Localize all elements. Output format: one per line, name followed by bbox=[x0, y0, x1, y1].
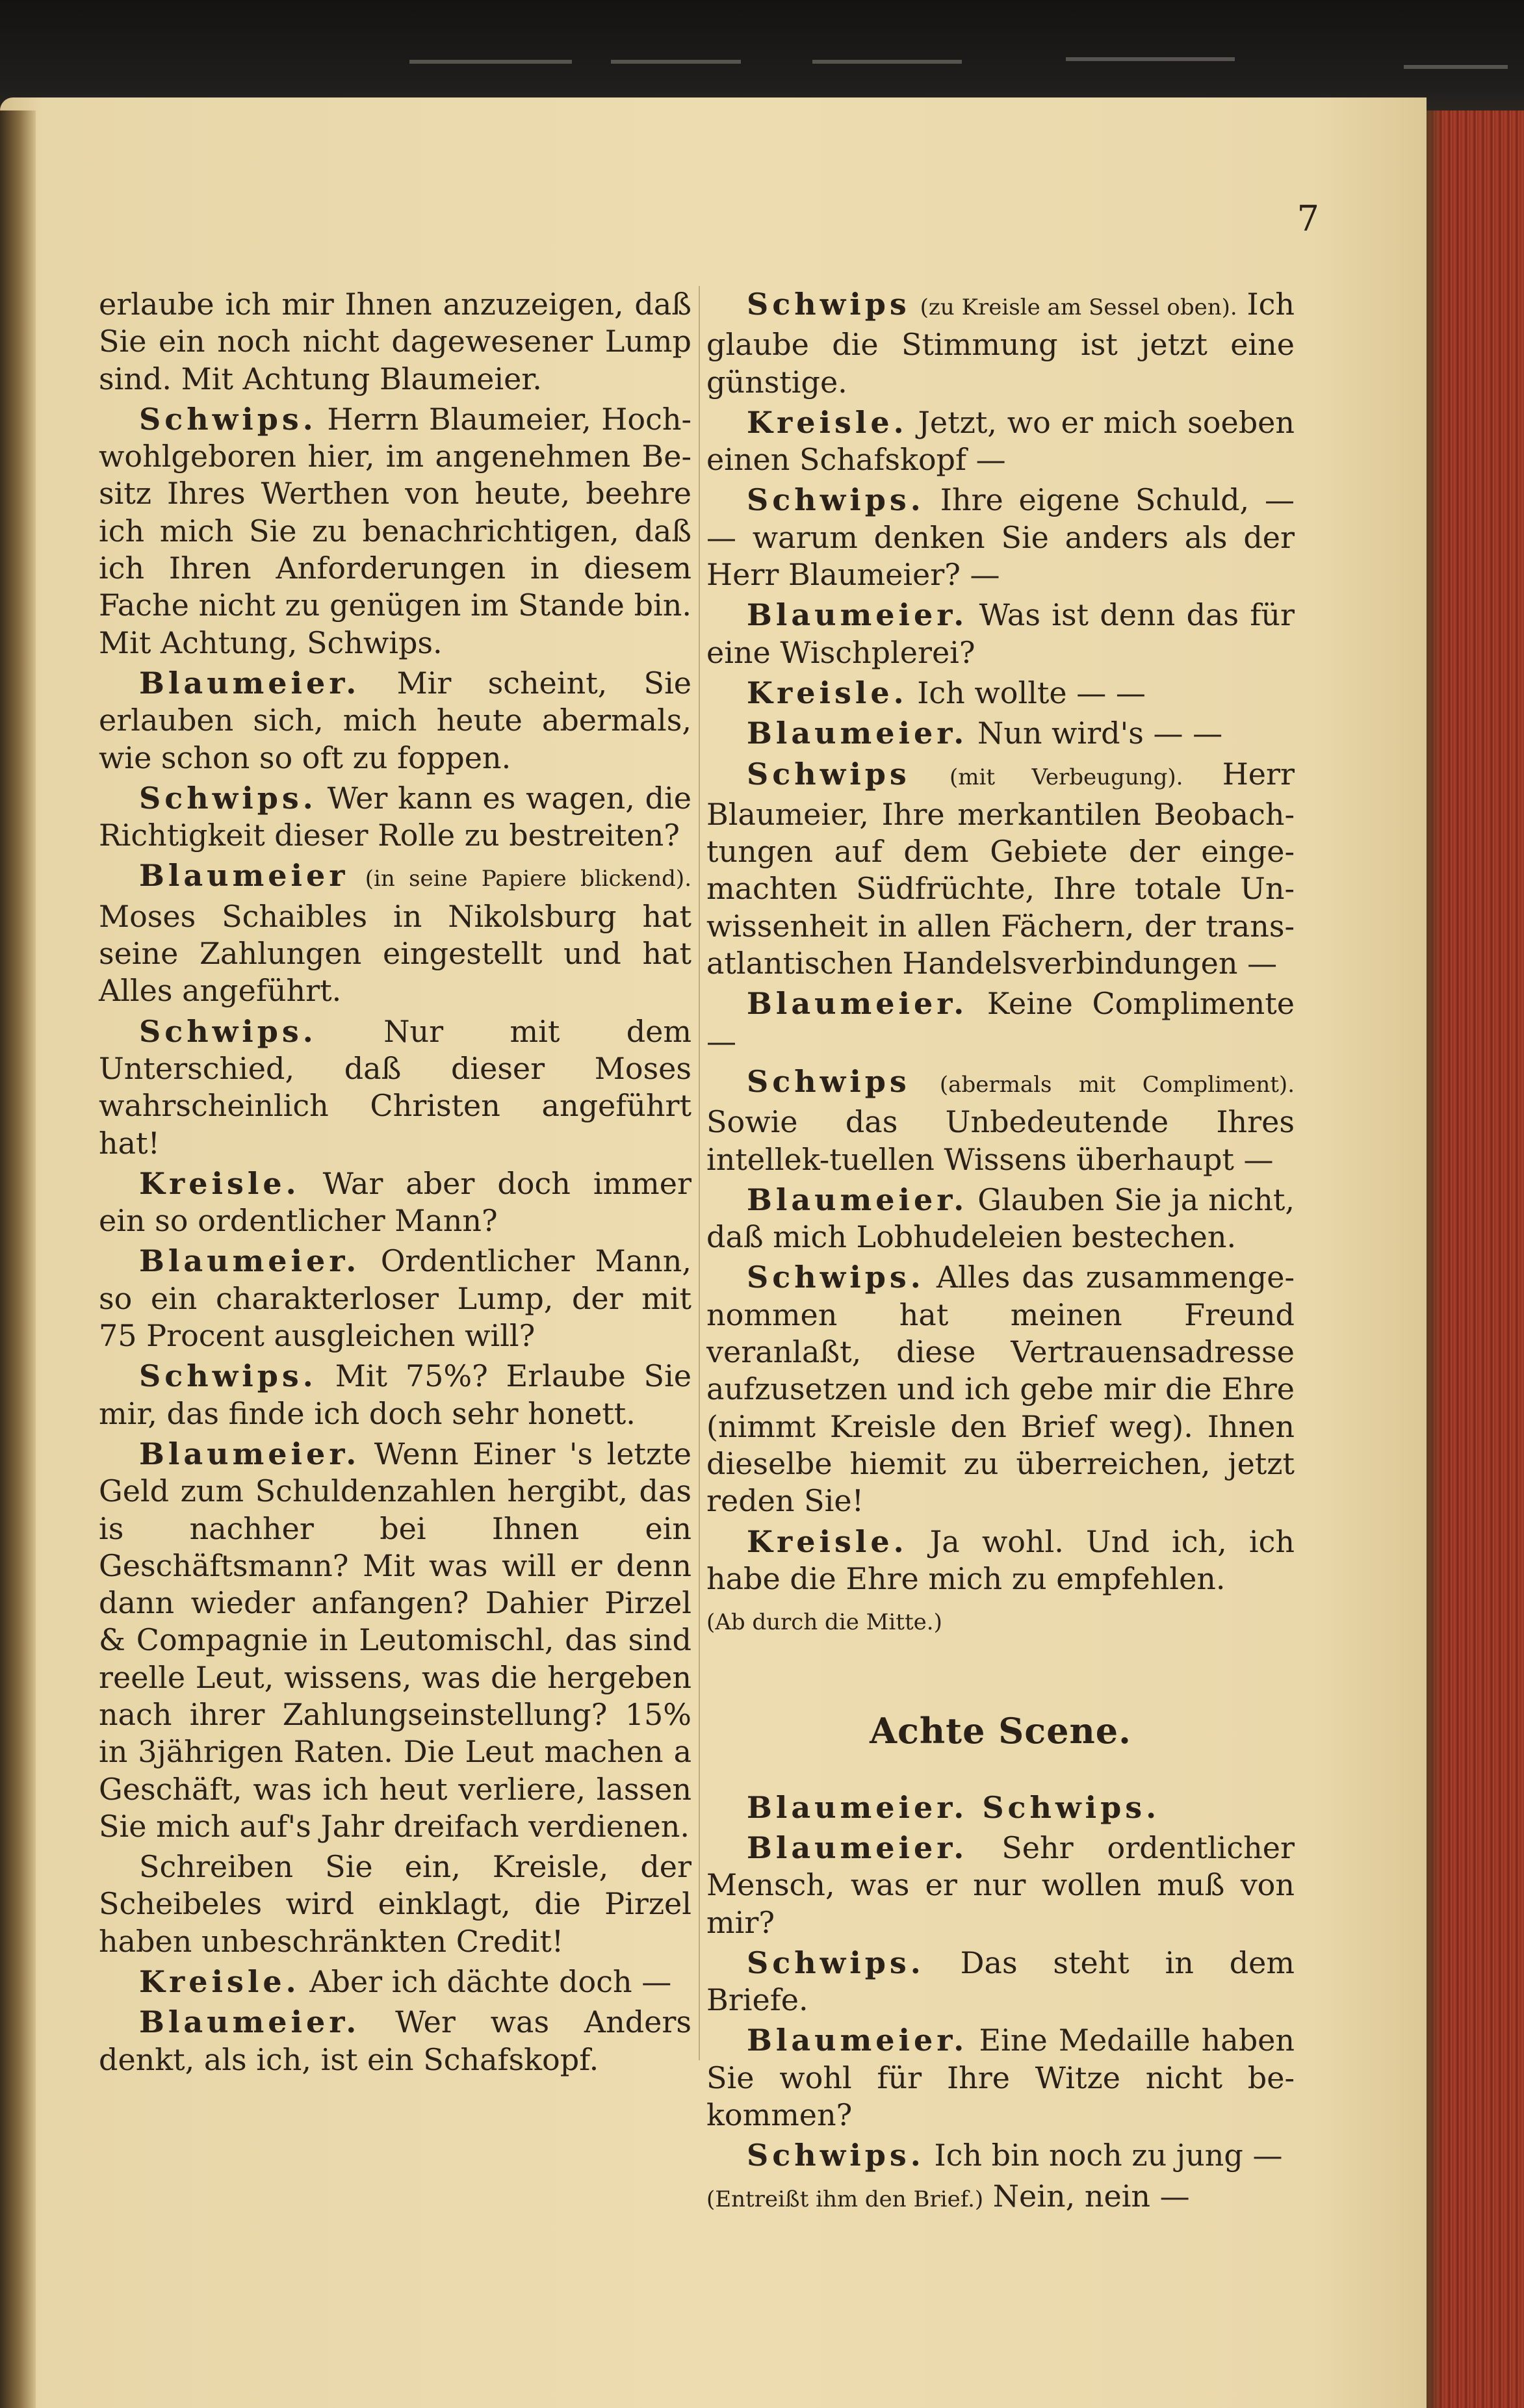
speaker-name: Schwips bbox=[747, 287, 911, 322]
speaker-name: Schwips. bbox=[139, 1358, 317, 1394]
speaker-name: Schwips. bbox=[139, 780, 317, 816]
speaker-name: Blaumeier. bbox=[139, 665, 361, 701]
page-edges-shadow bbox=[1427, 110, 1443, 2408]
cover-line-3 bbox=[812, 60, 962, 64]
speaker-name: Schwips. bbox=[139, 401, 317, 437]
dialogue-paragraph bbox=[706, 286, 1295, 401]
dialogue-text: Wer kann es wagen, die Richtigkeit dieser Rolle zu bestreiten? bbox=[99, 780, 691, 853]
dialogue-paragraph bbox=[706, 756, 1295, 983]
speaker-name: Kreisle. bbox=[139, 1964, 300, 2000]
speaker-name: Schwips. bbox=[139, 1013, 317, 1049]
page-number: 7 bbox=[1297, 198, 1319, 239]
speaker-name: Schwips. bbox=[747, 1260, 925, 1295]
dialogue-text: Das steht in dem Briefe. bbox=[706, 1945, 1295, 2018]
speaker-name: Kreisle. bbox=[139, 1165, 300, 1201]
dialogue-paragraph bbox=[706, 2022, 1295, 2134]
cover-line-4 bbox=[1066, 57, 1235, 61]
stage-direction: (Ab durch die Mitte.) bbox=[706, 1609, 942, 1636]
dialogue-paragraph bbox=[99, 2004, 691, 2078]
dialogue-text: Herrn Blaumeier, Hoch-wohlgeboren hier, im angenehmen Be-sitz Ihres Werthen von heute, beehre ich mich Sie zu benachrichtigen, daß ich Ihren Anforderungen in diesem Fache nicht zu genügen im Stande bin. Mit Achtung, Schwips. bbox=[99, 401, 691, 660]
dialogue-paragraph bbox=[706, 1601, 1295, 1641]
dialogue-paragraph bbox=[99, 401, 691, 662]
cover-line-2 bbox=[611, 60, 741, 64]
dialogue-paragraph bbox=[706, 2178, 1295, 2218]
dialogue-paragraph bbox=[99, 1013, 691, 1162]
dialogue-text: Mir scheint, Sie erlauben sich, mich heute abermals, wie schon so oft zu foppen. bbox=[99, 665, 692, 775]
dialogue-text: Ihre eigene Schuld, — — warum denken Sie anders als der Herr Blaumeier? — bbox=[706, 482, 1295, 593]
speaker-name: Blaumeier. bbox=[747, 1182, 968, 1217]
speaker-name: Blaumeier. bbox=[139, 1243, 361, 1279]
dialogue-paragraph bbox=[99, 1165, 691, 1240]
speaker-name: Blaumeier. bbox=[747, 2023, 968, 2058]
dialogue-text: Nein, nein — bbox=[992, 2178, 1190, 2214]
right-column-dialogue bbox=[706, 286, 1295, 1641]
dialogue-paragraph bbox=[706, 985, 1295, 1060]
dialogue-text: Alles das zusammenge-nommen hat meinen Freund veranlaßt, diese Vertrauensadresse aufzusetzen und ich gebe mir die Ehre (nimmt Kreisle den Brief weg). Ihnen dieselbe hiemit zu überreichen, jetzt reden Sie! bbox=[706, 1260, 1295, 1519]
stage-direction: (in seine Papiere blickend). bbox=[365, 866, 692, 892]
speaker-name: Schwips bbox=[747, 1063, 911, 1099]
speaker-name: Blaumeier. bbox=[747, 597, 968, 633]
scene-characters-text: Blaumeier. Schwips. bbox=[747, 1789, 1161, 1825]
dialogue-paragraph bbox=[706, 1945, 1295, 2019]
dialogue-text: Nun wird's — — bbox=[977, 716, 1223, 751]
dialogue-paragraph bbox=[706, 1523, 1295, 1598]
dialogue-text: Moses Schaibles in Nikolsburg hat seine Zahlungen eingestellt und hat Alles angeführt. bbox=[99, 898, 691, 1009]
dialogue-text: Keine Complimente — bbox=[706, 986, 1295, 1059]
column-divider bbox=[699, 286, 700, 2060]
speaker-name: Blaumeier. bbox=[747, 1830, 968, 1865]
dialogue-text: Ich bin noch zu jung — bbox=[934, 2138, 1283, 2173]
speaker-name: Schwips. bbox=[747, 2138, 925, 2173]
speaker-name: Schwips. bbox=[747, 1945, 925, 1980]
dialogue-paragraph bbox=[706, 482, 1295, 593]
dialogue-paragraph bbox=[99, 1963, 691, 2000]
page-gutter bbox=[0, 110, 36, 2408]
speaker-name: Schwips bbox=[747, 756, 911, 792]
speaker-name: Blaumeier. bbox=[139, 1436, 361, 1471]
dialogue-paragraph bbox=[99, 1848, 691, 1960]
dialogue-paragraph bbox=[99, 286, 691, 398]
dialogue-paragraph bbox=[99, 665, 691, 777]
left-column bbox=[99, 286, 691, 2082]
dialogue-text: Schreiben Sie ein, Kreisle, der Scheibeles wird einklagt, die Pirzel haben unbeschränkten Credit! bbox=[99, 1849, 691, 1959]
dialogue-text: Aber ich dächte doch — bbox=[309, 1964, 672, 2000]
dialogue-text: Wer was Anders denkt, als ich, ist ein Schafskopf. bbox=[99, 2004, 691, 2077]
dialogue-text: Herr Blaumeier, Ihre merkantilen Beobach-tungen auf dem Gebiete der einge-machten Südfrüchte, Ihre totale Un-wissenheit in allen Fächern, der trans-atlantischen Handelsverbindungen — bbox=[706, 756, 1295, 981]
stage-direction: (zu Kreisle am Sessel oben). bbox=[920, 294, 1237, 320]
speaker-name: Blaumeier. bbox=[139, 2004, 361, 2040]
dialogue-text: Nur mit dem Unterschied, daß dieser Moses wahrscheinlich Christen angeführt hat! bbox=[99, 1013, 692, 1161]
dialogue-paragraph bbox=[706, 404, 1295, 479]
scene-characters bbox=[706, 1789, 1295, 1826]
dialogue-text: Sehr ordentlicher Mensch, was er nur wollen muß von mir? bbox=[706, 1830, 1295, 1940]
dialogue-paragraph bbox=[706, 1259, 1295, 1520]
dialogue-paragraph bbox=[706, 1063, 1295, 1178]
dialogue-text: erlaube ich mir Ihnen anzuzeigen, daß Sie ein noch nicht dagewesener Lump sind. Mit Achtung Blaumeier. bbox=[99, 287, 691, 396]
dialogue-text: Ich wollte — — bbox=[917, 675, 1146, 710]
speaker-name: Kreisle. bbox=[747, 675, 908, 710]
dialogue-paragraph bbox=[99, 1436, 691, 1845]
dialogue-paragraph bbox=[99, 1243, 691, 1354]
speaker-name: Blaumeier. bbox=[747, 716, 968, 751]
speaker-name: Kreisle. bbox=[747, 404, 908, 440]
dialogue-text: Was ist denn das für eine Wischplerei? bbox=[706, 597, 1295, 670]
dialogue-paragraph bbox=[99, 857, 691, 1009]
stage-direction: (Entreißt ihm den Brief.) bbox=[706, 2186, 984, 2212]
speaker-name: Schwips. bbox=[747, 482, 925, 518]
scene-title: Achte Scene. bbox=[870, 1710, 1131, 1752]
dialogue-text: Glauben Sie ja nicht, daß mich Lobhudeleien bestechen. bbox=[706, 1182, 1295, 1255]
dialogue-paragraph bbox=[706, 675, 1295, 712]
scene-dialogue bbox=[706, 1830, 1295, 2218]
dialogue-text: Eine Medaille haben Sie wohl für Ihre Witze nicht be-kommen? bbox=[706, 2023, 1295, 2133]
dialogue-paragraph bbox=[99, 780, 691, 855]
dialogue-text: War aber doch immer ein so ordentlicher Mann? bbox=[99, 1165, 692, 1239]
right-column bbox=[706, 286, 1295, 2221]
dialogue-paragraph bbox=[99, 1358, 691, 1432]
dialogue-text: Mit 75%? Erlaube Sie mir, das finde ich doch sehr honett. bbox=[99, 1358, 692, 1431]
dialogue-paragraph bbox=[706, 715, 1295, 752]
dialogue-text: Ja wohl. Und ich, ich habe die Ehre mich zu empfehlen. bbox=[706, 1523, 1295, 1596]
dialogue-text: Wenn Einer 's letzte Geld zum Schuldenzahlen hergibt, das is nachher bei Ihnen ein Geschäftsmann? Mit was will er denn dann wieder anfangen? Dahier Pirzel & Compagnie in Leutomischl, das sind reelle Leut, wissens, was die hergeben nach ihrer Zahlungseinstellung? 15% in 3jährigen Raten. Die Leut machen a Geschäft, was ich heut verliere, lassen Sie mich auf's Jahr dreifach verdienen. bbox=[99, 1436, 691, 1844]
cover-line-1 bbox=[409, 60, 572, 64]
stage-direction: (abermals mit Compliment). bbox=[939, 1071, 1295, 1098]
dialogue-text: Jetzt, wo er mich soeben einen Schafskopf — bbox=[706, 404, 1295, 478]
dialogue-paragraph bbox=[706, 1182, 1295, 1256]
speaker-name: Kreisle. bbox=[747, 1523, 908, 1559]
speaker-name: Blaumeier bbox=[139, 858, 349, 894]
dialogue-text: Ordentlicher Mann, so ein charakterloser Lump, der mit 75 Procent ausgleichen will? bbox=[99, 1243, 691, 1354]
dialogue-text: Ich glaube die Stimmung ist jetzt eine günstige. bbox=[706, 287, 1295, 400]
stage-direction: (mit Verbeugung). bbox=[949, 764, 1183, 790]
dialogue-paragraph bbox=[706, 1830, 1295, 1941]
dialogue-paragraph bbox=[706, 597, 1295, 671]
dialogue-paragraph bbox=[706, 2137, 1295, 2174]
cover-line-5 bbox=[1404, 65, 1508, 69]
speaker-name: Blaumeier. bbox=[747, 986, 968, 1022]
dialogue-text: Sowie das Unbedeutende Ihres intellek-tuellen Wissens überhaupt — bbox=[706, 1104, 1295, 1177]
